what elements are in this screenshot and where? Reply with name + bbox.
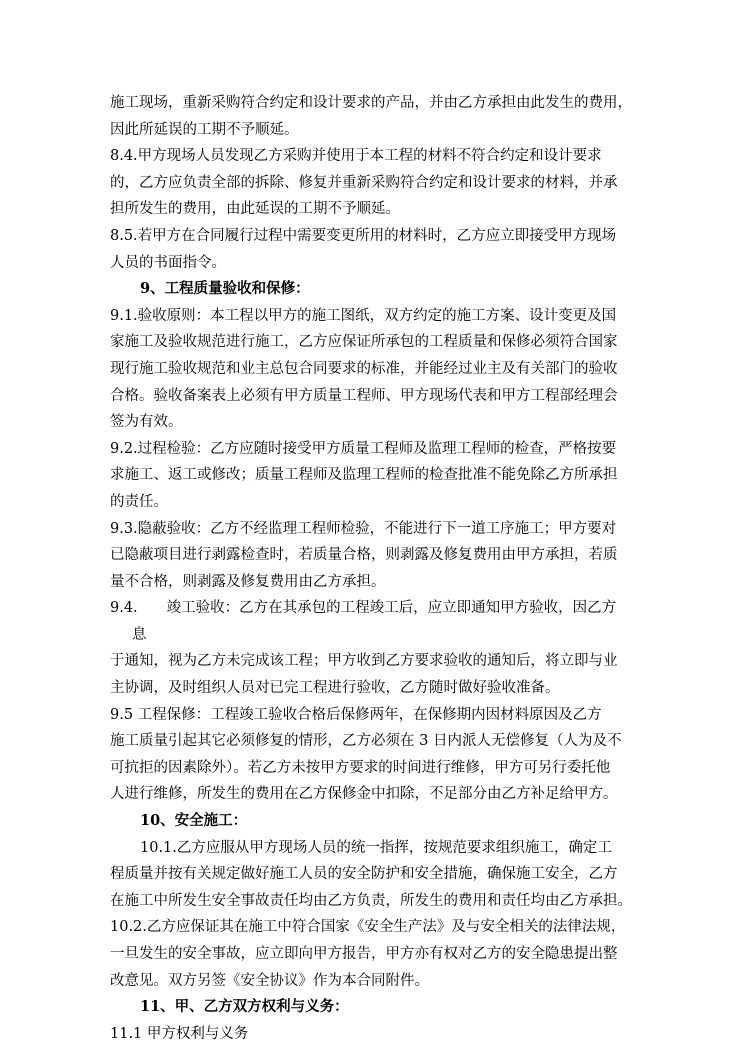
text-line: 担所发生的费用，由此延误的工期不予顺延。	[110, 201, 400, 218]
text-line: 人进行维修，所发生的费用在乙方保修金中扣除，不足部分由乙方补足给甲方。	[110, 786, 618, 803]
text-line: 11.1 甲方权利与义务	[110, 1025, 249, 1042]
text-line: 施工质量引起其它必须修复的情形，乙方必须在 3 日内派人无偿修复（人为及不	[110, 733, 622, 750]
text-line: 的，乙方应负责全部的拆除、修复并重新采购符合约定和设计要求的材料，并承	[110, 174, 618, 191]
text-line: 主协调，及时组织人员对已完工程进行验收，乙方随时做好验收准备。	[110, 680, 560, 697]
text-line: 求施工、返工或修改；质量工程师及监理工程师的检查批准不能免除乙方所承担	[110, 467, 618, 484]
text-line: 已隐蔽项目进行剥露检查时，若质量合格，则剥露及修复费用由甲方承担，若质	[110, 547, 618, 564]
text-line: 合格。验收备案表上必须有甲方质量工程师、甲方现场代表和甲方工程部经理会	[110, 387, 618, 404]
text-line: 一旦发生的安全事故，应立即向甲方报告，甲方亦有权对乙方的安全隐患提出整	[110, 946, 618, 962]
text-line: 9.1.验收原则：本工程以甲方的施工图纸，双方约定的施工方案、设计变更及国	[110, 307, 617, 324]
text-line: 9.3.隐蔽验收：乙方不经监理工程师检验，不能进行下一道工序施工；甲方要对	[110, 520, 617, 537]
text-line: 的责任。	[110, 493, 168, 510]
text-line: 可抗拒的因素除外）。若乙方未按甲方要求的时间进行维修，甲方可另行委托他	[110, 759, 611, 776]
text-line: 现行施工验收规范和业主总包合同要求的标准，并能经过业主及有关部门的验收	[110, 360, 618, 377]
text-line: 因此所延误的工期不予顺延。	[110, 121, 299, 138]
section-heading-10: 10、安全施工：	[140, 812, 248, 830]
text-line: 9.5 工程保修：工程竣工验收合格后保修两年，在保修期内因材料原因及乙方	[110, 706, 602, 723]
text-line: 家施工及验收规范进行施工，乙方应保证所承包的工程质量和保修必须符合国家	[110, 334, 618, 351]
text-line: 9.4. 竣工验收：乙方在其承包的工程竣工后，应立即通知甲方验收，因乙方	[110, 600, 617, 617]
text-line: 10.1.乙方应服从甲方现场人员的统一指挥，按规范要求组织施工，确定工	[140, 839, 612, 856]
text-line: 息	[132, 626, 147, 643]
text-line: 在施工中所发生安全事故责任均由乙方负责，所发生的费用和责任均由乙方承担。	[110, 892, 632, 909]
section-heading-9: 9、工程质量验收和保修：	[140, 280, 310, 298]
text-line: 量不合格，则剥露及修复费用由乙方承担。	[110, 573, 386, 590]
text-line: 10.2.乙方应保证其在施工中符合国家《安全生产法》及与安全相关的法律法规，	[110, 919, 626, 936]
text-line: 8.4.甲方现场人员发现乙方采购并使用于本工程的材料不符合约定和设计要求	[110, 148, 602, 165]
text-line: 9.2.过程检验：乙方应随时接受甲方质量工程师及监理工程师的检查，严格按要	[110, 440, 617, 457]
text-line: 于通知，视为乙方未完成该工程；甲方收到乙方要求验收的通知后，将立即与业	[110, 653, 618, 670]
text-line: 人员的书面指令。	[110, 254, 226, 271]
text-line: 签为有效。	[110, 414, 183, 431]
text-line: 施工现场，重新采购符合约定和设计要求的产品，并由乙方承担由此发生的费用，	[110, 95, 632, 111]
text-line: 程质量并按有关规定做好施工人员的安全防护和安全措施，确保施工安全，乙方	[110, 866, 618, 883]
text-line: 8.5.若甲方在合同履行过程中需要变更所用的材料时，乙方应立即接受甲方现场	[110, 227, 617, 244]
section-heading-11: 11、甲、乙方双方权利与义务：	[140, 998, 349, 1016]
text-line: 改意见。双方另签《安全协议》作为本合同附件。	[110, 972, 429, 989]
